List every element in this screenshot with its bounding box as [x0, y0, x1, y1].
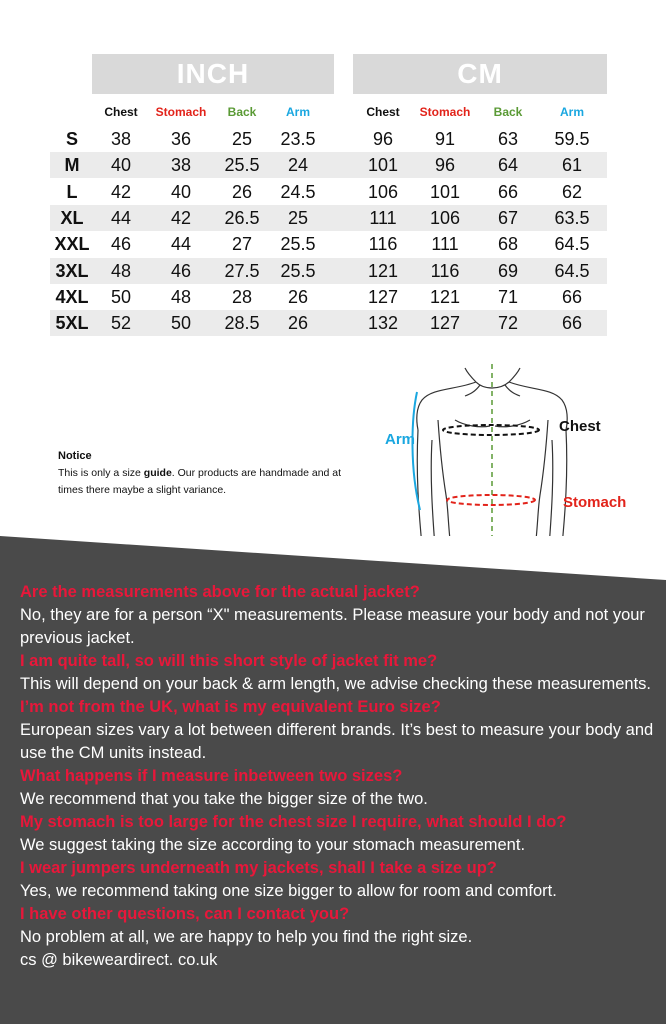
cm-cell: 59.5: [554, 129, 590, 149]
table-row: [50, 179, 607, 205]
inch-cell: 25: [287, 207, 309, 228]
notice-text: This is only a size guide. Our products are handmade and at times there maybe a slight variance.: [58, 467, 342, 496]
size-label: S: [65, 129, 78, 149]
cm-cell: 64.5: [554, 260, 590, 281]
faq-answer: Yes, we recommend taking one size bigger to allow for room and comfort.: [20, 882, 557, 900]
cm-cell: 101: [367, 155, 399, 176]
inch-cell: 38: [170, 155, 192, 176]
col-chest-inch: Chest: [104, 105, 138, 119]
inch-cell: 25.5: [280, 260, 316, 281]
size-label: XL: [60, 207, 84, 228]
table-row: [50, 310, 607, 336]
cm-cell: 66: [497, 181, 519, 202]
col-back-inch: Back: [227, 105, 257, 119]
cm-cell: 63.5: [554, 207, 590, 228]
inch-cell: 40: [170, 181, 192, 202]
panel-slant: [0, 536, 666, 586]
inch-cell: 24.5: [280, 181, 316, 202]
col-arm-inch: Arm: [285, 105, 310, 119]
cm-cell: 96: [372, 129, 394, 149]
cm-cell: 96: [434, 155, 456, 176]
table-row: [50, 126, 607, 152]
cm-cell: 121: [429, 286, 461, 307]
cm-cell: 64: [497, 155, 519, 176]
cm-cell: 61: [561, 155, 583, 176]
faq-answer: No problem at all, we are happy to help you find the right size.: [20, 928, 473, 946]
size-label: L: [66, 181, 78, 202]
inch-cell: 28: [231, 286, 253, 307]
inch-cell: 42: [110, 181, 132, 202]
faq-answer: We suggest taking the size according to your stomach measurement.: [20, 836, 526, 854]
size-label: 4XL: [55, 286, 89, 307]
inch-cell: 44: [170, 234, 192, 255]
cm-cell: 62: [561, 181, 583, 202]
cm-cell: 101: [429, 181, 461, 202]
cm-cell: 67: [497, 207, 519, 228]
inch-cell: 25.5: [224, 155, 260, 176]
cm-header: CM: [353, 54, 607, 94]
inch-cell: 48: [110, 260, 132, 281]
faq-question: I wear jumpers underneath my jackets, shall I take a size up?: [20, 859, 497, 877]
cm-cell: 64.5: [554, 234, 590, 255]
inch-cell: 23.5: [280, 129, 316, 149]
notice-title: Notice: [58, 450, 92, 462]
faq-question: My stomach is too large for the chest size I require, what should I do?: [20, 813, 567, 831]
inch-cell: 40: [110, 155, 132, 176]
cm-cell: 72: [497, 313, 519, 334]
cm-cell: 121: [367, 260, 399, 281]
inch-cell: 52: [110, 313, 132, 334]
faq-list: [20, 581, 660, 972]
chest-label: Chest: [559, 418, 601, 435]
faq-answer: European sizes vary a lot between different brands. It’s best to measure your body and use the CM units instead.: [20, 721, 654, 762]
inch-cell: 26: [287, 286, 309, 307]
cm-cell: 127: [367, 286, 399, 307]
inch-cell: 50: [170, 313, 192, 334]
cm-cell: 116: [368, 234, 398, 255]
size-label: 5XL: [55, 313, 89, 334]
inch-cell: 42: [170, 207, 192, 228]
col-back-cm: Back: [493, 105, 523, 119]
cm-cell: 132: [367, 313, 399, 334]
faq-answer: We recommend that you take the bigger size of the two.: [20, 790, 428, 808]
inch-cell: 28.5: [224, 313, 260, 334]
inch-header: INCH: [92, 54, 334, 94]
table-row: [50, 284, 607, 310]
inch-cell: 38: [110, 129, 132, 149]
inch-cell: 46: [110, 234, 132, 255]
inch-cell: 24: [287, 155, 309, 176]
inch-cell: 46: [170, 260, 192, 281]
col-chest-cm: Chest: [366, 105, 400, 119]
contact-email: cs @ bikeweardirect. co.uk: [20, 951, 218, 969]
col-arm-cm: Arm: [559, 105, 584, 119]
inch-cell: 26: [231, 181, 253, 202]
col-stomach-cm: Stomach: [419, 105, 471, 119]
inch-cell: 27.5: [224, 260, 260, 281]
faq-question: I have other questions, can I contact you?: [20, 905, 350, 923]
inch-cell: 25.5: [280, 234, 316, 255]
inch-cell: 44: [110, 207, 132, 228]
table-row: [50, 152, 607, 178]
table-row: [50, 205, 607, 231]
cm-cell: 106: [367, 181, 399, 202]
size-label: XXL: [54, 234, 90, 255]
table-row: [50, 258, 607, 284]
cm-cell: 106: [429, 207, 461, 228]
faq-question: I am quite tall, so will this short style of jacket fit me?: [20, 652, 438, 670]
cm-cell: 69: [497, 260, 519, 281]
inch-cell: 50: [110, 286, 132, 307]
cm-cell: 116: [430, 260, 460, 281]
inch-cell: 26: [287, 313, 309, 334]
cm-cell: 63: [497, 129, 519, 149]
inch-cell: 26.5: [224, 207, 260, 228]
notice: [58, 448, 348, 499]
faq-question: What happens if I measure inbetween two sizes?: [20, 767, 403, 785]
inch-cell: 36: [170, 129, 192, 149]
inch-cell: 27: [231, 234, 253, 255]
col-stomach-inch: Stomach: [155, 105, 207, 119]
cm-cell: 127: [429, 313, 461, 334]
inch-cell: 48: [170, 286, 192, 307]
arm-label: Arm: [385, 431, 416, 448]
inch-cell: 25: [231, 129, 253, 149]
faq-question: Are the measurements above for the actual jacket?: [20, 583, 420, 601]
faq-answer: No, they are for a person “X" measurements. Please measure your body and not your previous jacket.: [20, 606, 645, 647]
cm-cell: 68: [497, 234, 519, 255]
faq-question: I’m not from the UK, what is my equivalent Euro size?: [20, 698, 441, 716]
cm-cell: 71: [497, 286, 519, 307]
faq-answer: This will depend on your back & arm length, we advise checking these measurements.: [20, 675, 651, 693]
size-label: 3XL: [55, 260, 89, 281]
cm-cell: 91: [434, 129, 456, 149]
cm-cell: 66: [561, 313, 583, 334]
cm-cell: 111: [369, 207, 397, 228]
cm-cell: 111: [431, 234, 459, 255]
cm-cell: 66: [561, 286, 583, 307]
stomach-label: Stomach: [563, 494, 627, 511]
table-row: [50, 231, 607, 257]
size-label: M: [64, 155, 80, 176]
